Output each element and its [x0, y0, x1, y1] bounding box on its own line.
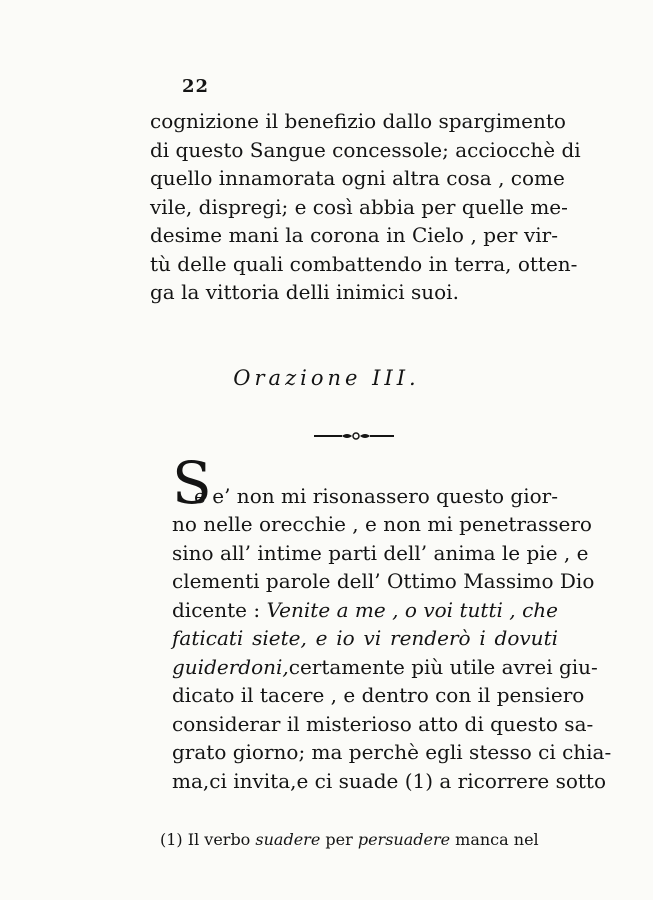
text-line: grato giorno; ma perchè egli stesso ci chia-: [172, 740, 612, 764]
text-line: [150, 653, 598, 682]
footnote-marker: (1): [160, 830, 183, 849]
footnote-italic: suadere: [255, 830, 321, 849]
text-line: ma,ci invita,e ci suade (1) a ricorrere sotto: [172, 768, 607, 793]
text-line: [150, 596, 558, 625]
text-fragment: dicente :: [172, 597, 267, 622]
text-line: ga la vittoria delli inimici suoi.: [150, 280, 459, 304]
footnote-text: per: [320, 830, 358, 849]
footnote-text: manca nel: [450, 830, 539, 849]
text-line: considerar il misterioso atto di questo sa-: [172, 711, 594, 736]
text-line: tù delle quali combattendo in terra, otten-: [150, 251, 578, 276]
footnote-text: Il verbo: [182, 830, 256, 849]
text-line: clementi parole dell’ Ottimo Massimo Dio: [172, 569, 595, 593]
text-line: quello innamorata ogni altra cosa , come: [150, 166, 565, 190]
paragraph-1: [150, 107, 581, 307]
footnote-italic: persuadere: [357, 830, 451, 849]
paragraph-2: [150, 510, 612, 795]
text-line: desime mani la corona in Cielo , per vir-: [150, 223, 558, 247]
text-line: dicato il tacere , e dentro con il pensiero: [172, 683, 585, 707]
text-line: di questo Sangue concessole; acciocchè di: [150, 137, 581, 162]
text-line: cognizione il benefizio dallo spargimento: [150, 109, 566, 133]
italic-quote: guiderdoni,: [172, 654, 289, 679]
page-number: 22: [182, 76, 210, 97]
drop-cap: S: [172, 449, 212, 517]
paragraph-2-first-line: [194, 482, 558, 511]
text-line: e e’ non mi risonassero questo gior-: [194, 484, 558, 508]
italic-quote: Venite a me , o voi tutti , che: [266, 597, 558, 622]
ornament-divider-icon: [314, 430, 394, 442]
text-line: vile, dispregi; e così abbia per quelle me-: [150, 194, 568, 219]
italic-quote-line: faticati siete, e io vi renderò i dovuti: [172, 626, 558, 650]
footnote: [160, 830, 558, 849]
text-line: no nelle orecchie , e non mi penetrassero: [172, 512, 592, 536]
text-fragment: certamente più utile avrei giu-: [288, 654, 598, 679]
text-line: sino all’ intime parti dell’ anima le pie , e: [172, 540, 589, 565]
section-heading: Orazione III.: [233, 366, 420, 390]
